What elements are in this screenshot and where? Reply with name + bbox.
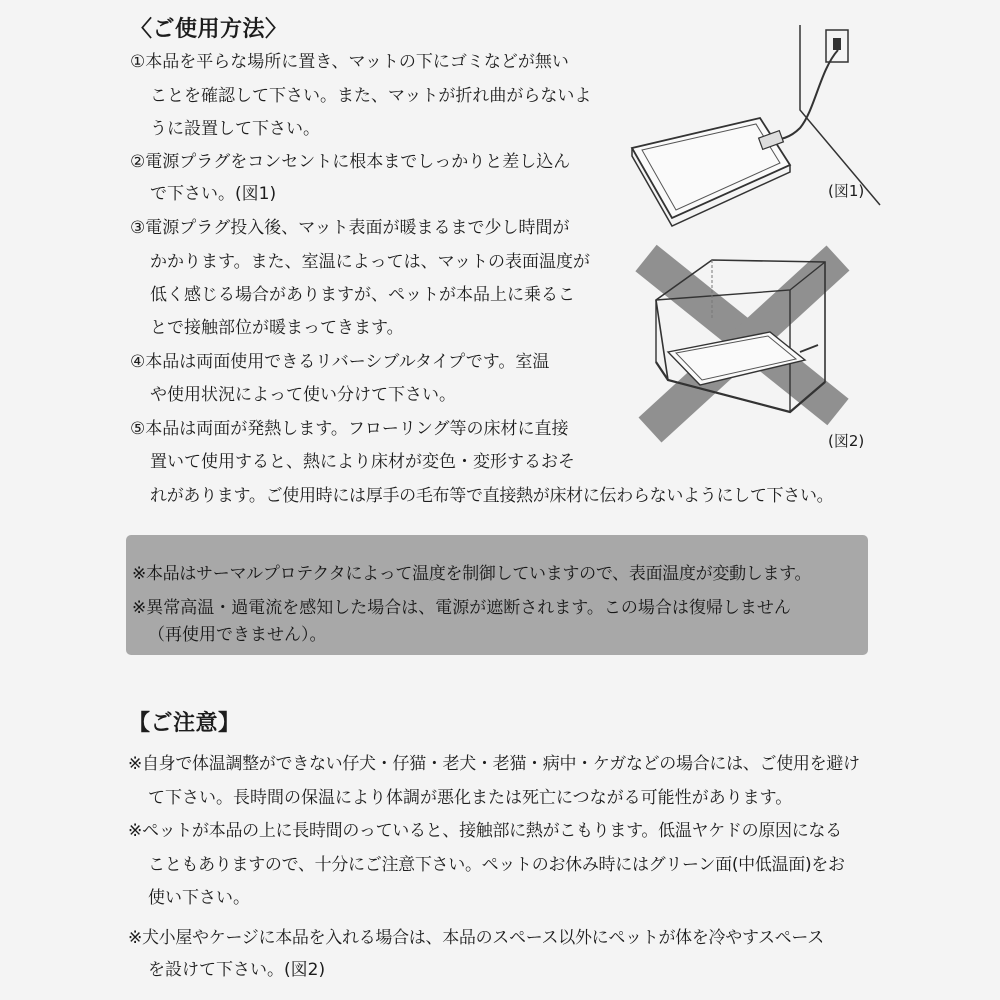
usage-line: ①本品を平らな場所に置き、マットの下にゴミなどが無い	[130, 52, 569, 72]
caution-line: ※自身で体温調整ができない仔犬・仔猫・老犬・老猫・病中・ケガなどの場合には、ご使用を避け	[128, 754, 860, 774]
figure-1-label: (図1)	[828, 182, 865, 200]
note-line: （再使用できません）。	[148, 625, 327, 645]
usage-line: 低く感じる場合がありますが、ペットが本品上に乗るこ	[150, 285, 575, 305]
usage-line: れがあります。ご使用時には厚手の毛布等で直接熱が床材に伝わらないようにして下さい。	[150, 486, 834, 506]
usage-line: ②電源プラグをコンセントに根本までしっかりと差し込ん	[130, 152, 571, 172]
caution-line: こともありますので、十分にご注意下さい。ペットのお休み時にはグリーン面(中低温面)をお	[148, 855, 845, 875]
usage-line: うに設置して下さい。	[150, 119, 320, 139]
caution-line: を設けて下さい。(図2)	[148, 960, 326, 980]
usage-line: や使用状況によって使い分けて下さい。	[150, 385, 456, 405]
figure-2-label: (図2)	[828, 432, 865, 450]
usage-line: ④本品は両面使用できるリバーシブルタイプです。室温	[130, 352, 550, 372]
usage-line: ことを確認して下さい。また、マットが折れ曲がらないよ	[150, 86, 592, 106]
caution-line: ※ペットが本品の上に長時間のっていると、接触部に熱がこもります。低温ヤケドの原因になる	[128, 821, 842, 841]
note-line: ※本品はサーマルプロテクタによって温度を制御していますので、表面温度が変動します。	[132, 564, 812, 584]
caution-line: 使い下さい。	[148, 888, 250, 908]
usage-line: ③電源プラグ投入後、マット表面が暖まるまで少し時間が	[130, 218, 570, 238]
usage-line: かかります。また、室温によっては、マットの表面温度が	[150, 252, 590, 272]
usage-line: で下さい。(図1)	[150, 184, 277, 204]
note-line: ※異常高温・過電流を感知した場合は、電源が遮断されます。この場合は復帰しません	[132, 598, 791, 618]
usage-heading: 〈ご使用方法〉	[130, 17, 288, 42]
usage-line: ⑤本品は両面が発熱します。フローリング等の床材に直接	[130, 419, 569, 439]
usage-line: とで接触部位が暖まってきます。	[150, 318, 404, 338]
caution-heading: 【ご注意】	[128, 711, 241, 736]
caution-line: ※犬小屋やケージに本品を入れる場合は、本品のスペース以外にペットが体を冷やすスペース	[128, 928, 824, 948]
usage-line: 置いて使用すると、熱により床材が変色・変形するおそ	[150, 452, 575, 472]
caution-line: て下さい。長時間の保温により体調が悪化または死亡につながる可能性があります。	[148, 788, 793, 808]
